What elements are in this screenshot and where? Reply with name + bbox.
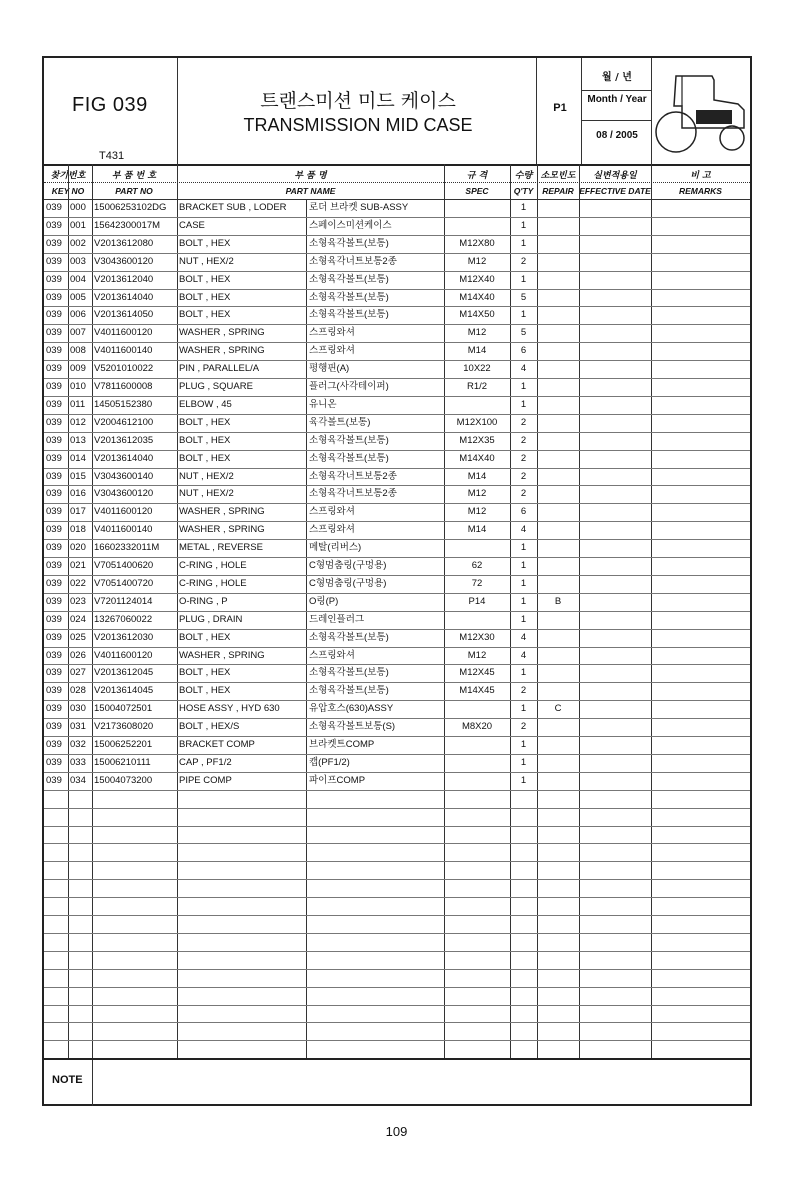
col-spec-korean: 규 격: [466, 171, 488, 181]
row-divider: [44, 664, 750, 665]
row-divider: [44, 468, 750, 469]
cell-key-no: 012: [70, 416, 86, 428]
cell-part-no: V2173608020: [94, 721, 154, 733]
row-divider: [44, 235, 750, 236]
cell-part-name-en: ELBOW , 45: [179, 398, 232, 410]
cell-fig: 039: [46, 631, 62, 643]
cell-part-name-ko: C형멈춤링(구멍용): [309, 577, 387, 589]
cell-part-name-ko: 스프링와셔: [309, 649, 355, 661]
cell-part-no: 15006252201: [94, 739, 153, 750]
cell-part-name-en: PIN , PARALLEL/A: [179, 363, 260, 375]
cell-part-name-ko: 스프링와셔: [309, 327, 355, 339]
figure-number: FIG 039: [72, 94, 148, 116]
cell-key-no: 008: [70, 345, 86, 357]
cell-fig: 039: [46, 685, 62, 697]
cell-qty: 2: [520, 434, 527, 446]
cell-part-name-en: NUT , HEX/2: [179, 488, 234, 500]
cell-part-name-ko: 소형육각볼트(보통): [309, 631, 389, 643]
cell-key-no: 009: [70, 363, 86, 375]
cell-part-name-en: BRACKET COMP: [179, 739, 255, 750]
cell-qty: 1: [520, 202, 527, 213]
model-code: T431: [99, 150, 125, 162]
cell-spec: M12X30: [459, 631, 495, 643]
cell-key-no: 006: [70, 309, 86, 321]
cell-fig: 039: [46, 488, 62, 500]
cell-part-no: V7051400620: [94, 560, 154, 571]
cell-fig: 039: [46, 649, 62, 661]
cell-part-name-ko: 브라켓트COMP: [309, 739, 375, 750]
cell-repair: C: [554, 703, 562, 715]
cell-spec: 72: [471, 577, 483, 589]
row-divider: [44, 772, 750, 773]
cell-spec: M12: [467, 488, 487, 500]
row-divider: [44, 342, 750, 343]
cell-part-name-ko: O링(P): [309, 595, 339, 607]
cell-part-name-en: C-RING , HOLE: [179, 577, 247, 589]
row-divider: [44, 432, 750, 433]
row-divider: [44, 1005, 750, 1006]
cell-spec: M12X80: [459, 237, 495, 249]
cell-part-name-ko: 스프링와셔: [309, 524, 355, 536]
col-effective-english: EFFECTIVE DATE: [579, 186, 651, 196]
cell-part-name-ko: 소형육각볼트(보통): [309, 667, 389, 679]
tractor-icon: [652, 66, 750, 158]
cell-fig: 039: [46, 416, 62, 428]
cell-spec: M12X40: [459, 273, 495, 285]
cell-part-no: V7201124014: [94, 595, 153, 607]
cell-key-no: 033: [70, 756, 86, 768]
cell-fig: 039: [46, 381, 62, 392]
cell-qty: 1: [520, 756, 527, 768]
row-divider: [44, 575, 750, 576]
cell-fig: 039: [46, 595, 62, 607]
cell-spec: R1/2: [466, 381, 488, 392]
cell-part-name-en: PLUG , SQUARE: [179, 381, 253, 392]
cell-spec: M12X100: [456, 416, 498, 428]
col-spec-english: SPEC: [465, 186, 489, 196]
row-divider: [44, 897, 750, 898]
row-divider: [44, 450, 750, 451]
cell-key-no: 027: [70, 667, 86, 679]
cell-qty: 2: [520, 452, 527, 464]
cell-part-name-ko: 파이프COMP: [309, 774, 366, 786]
cell-part-no: V2004612100: [94, 416, 154, 428]
row-divider: [44, 700, 750, 701]
cell-part-name-en: WASHER , SPRING: [179, 649, 265, 661]
cell-part-name-en: BOLT , HEX: [179, 291, 231, 303]
row-divider: [44, 969, 750, 970]
col-key-english: KEY NO: [51, 186, 85, 196]
cell-key-no: 015: [70, 470, 86, 482]
cell-part-no: V3043600120: [94, 488, 154, 500]
cell-qty: 5: [520, 327, 527, 339]
row-divider: [44, 1022, 750, 1023]
cell-qty: 1: [520, 309, 527, 321]
cell-part-name-en: METAL , REVERSE: [179, 542, 263, 554]
cell-key-no: 018: [70, 524, 86, 536]
row-divider: [44, 521, 750, 522]
cell-fig: 039: [46, 739, 62, 750]
cell-qty: 1: [520, 577, 527, 589]
cell-qty: 2: [520, 255, 527, 267]
cell-part-name-en: PLUG , DRAIN: [179, 613, 243, 625]
col-name-korean: 부 품 명: [294, 171, 327, 181]
col-key-korean: 찾기번호: [50, 171, 86, 181]
cell-part-no: 15006253102DG: [94, 202, 167, 213]
cell-fig: 039: [46, 721, 62, 733]
cell-key-no: 014: [70, 452, 86, 464]
cell-fig: 039: [46, 560, 62, 571]
cell-fig: 039: [46, 255, 62, 267]
cell-part-name-en: BOLT , HEX: [179, 667, 231, 679]
cell-spec: M12X45: [459, 667, 495, 679]
cell-fig: 039: [46, 363, 62, 375]
cell-part-name-en: C-RING , HOLE: [179, 560, 247, 571]
cell-part-no: V2013612030: [94, 631, 154, 643]
cell-key-no: 003: [70, 255, 86, 267]
cell-spec: M14X50: [459, 309, 495, 321]
cell-fig: 039: [46, 667, 62, 679]
cell-key-no: 004: [70, 273, 86, 285]
cell-part-no: V7811600008: [94, 381, 153, 392]
row-divider: [44, 289, 750, 290]
col-remarks-korean: 비 고: [690, 171, 711, 181]
parts-list-frame: [42, 56, 752, 1106]
cell-part-no: V4011600140: [94, 524, 153, 536]
cell-spec: M12: [467, 506, 487, 518]
cell-part-no: V2013614040: [94, 452, 154, 464]
col-part-korean: 부 품 번 호: [111, 171, 157, 181]
cell-part-name-en: BOLT , HEX: [179, 416, 231, 428]
cell-qty: 1: [520, 381, 527, 392]
cell-part-name-ko: 유압호스(630)ASSY: [309, 703, 394, 715]
row-divider: [44, 629, 750, 630]
row-divider: [44, 861, 750, 862]
date-label-english: Month / Year: [587, 94, 647, 105]
cell-part-name-en: WASHER , SPRING: [179, 345, 265, 357]
cell-part-name-ko: 소형육각볼트(보통): [309, 291, 389, 303]
row-divider: [44, 826, 750, 827]
col-name-english: PART NAME: [285, 186, 336, 196]
cell-key-no: 007: [70, 327, 86, 339]
cell-qty: 2: [520, 470, 527, 482]
cell-spec: M14X45: [459, 685, 495, 697]
row-divider: [44, 253, 750, 254]
cell-key-no: 001: [70, 219, 86, 231]
cell-part-name-en: NUT , HEX/2: [179, 255, 234, 267]
col-repair-english: REPAIR: [542, 186, 574, 196]
cell-qty: 1: [520, 667, 527, 679]
cell-part-name-ko: 소형육각볼트보통(S): [309, 721, 396, 733]
cell-part-name-ko: 육각볼트(보통): [309, 416, 371, 428]
cell-key-no: 032: [70, 739, 86, 750]
cell-key-no: 023: [70, 595, 86, 607]
cell-qty: 1: [520, 739, 527, 750]
cell-qty: 6: [520, 345, 527, 357]
cell-spec: 10X22: [463, 363, 491, 375]
cell-part-name-ko: 소형육각볼트(보통): [309, 237, 389, 249]
cell-spec: M12: [467, 255, 487, 267]
cell-part-name-ko: 소형육각너트보통2종: [309, 488, 397, 500]
col-repair-korean: 소모빈도: [540, 171, 576, 181]
cell-key-no: 002: [70, 237, 86, 249]
cell-part-no: V4011600120: [94, 506, 153, 518]
cell-qty: 2: [520, 721, 527, 733]
cell-part-name-en: WASHER , SPRING: [179, 327, 265, 339]
cell-part-no: 15642300017M: [94, 219, 161, 231]
cell-part-name-ko: 소형육각볼트(보통): [309, 685, 389, 697]
cell-key-no: 031: [70, 721, 86, 733]
cell-part-no: 14505152380: [94, 398, 153, 410]
row-divider: [44, 217, 750, 218]
cell-part-no: V7051400720: [94, 577, 154, 589]
cell-qty: 2: [520, 416, 527, 428]
col-qty-english: Q'TY: [513, 186, 534, 196]
cell-part-name-en: BRACKET SUB , LODER: [179, 202, 287, 213]
date-label-korean: 월 / 년: [602, 72, 632, 83]
row-divider: [44, 396, 750, 397]
row-divider: [44, 915, 750, 916]
cell-key-no: 026: [70, 649, 86, 661]
cell-part-name-ko: 스프링와셔: [309, 506, 355, 518]
cell-part-no: V2013612035: [94, 434, 154, 446]
cell-part-name-en: BOLT , HEX: [179, 309, 231, 321]
cell-fig: 039: [46, 506, 62, 518]
cell-key-no: 010: [70, 381, 86, 392]
cell-part-name-en: CASE: [179, 219, 205, 231]
row-divider: [44, 271, 750, 272]
cell-spec: M8X20: [461, 721, 493, 733]
cell-part-name-en: BOLT , HEX: [179, 631, 231, 643]
cell-part-name-ko: C형멈춤링(구멍용): [309, 560, 387, 571]
cell-fig: 039: [46, 524, 62, 536]
cell-key-no: 017: [70, 506, 86, 518]
cell-part-name-en: CAP , PF1/2: [179, 756, 232, 768]
row-divider: [44, 611, 750, 612]
cell-key-no: 028: [70, 685, 86, 697]
row-divider: [44, 593, 750, 594]
cell-part-name-ko: 소형육각볼트(보통): [309, 309, 389, 321]
cell-qty: 1: [520, 237, 527, 249]
cell-part-no: V4011600140: [94, 345, 153, 357]
cell-qty: 1: [520, 273, 527, 285]
row-divider: [44, 718, 750, 719]
cell-key-no: 013: [70, 434, 86, 446]
cell-part-name-ko: 소형육각볼트(보통): [309, 273, 389, 285]
cell-fig: 039: [46, 703, 62, 715]
cell-qty: 1: [520, 595, 527, 607]
cell-key-no: 021: [70, 560, 86, 571]
cell-qty: 1: [520, 542, 527, 554]
cell-fig: 039: [46, 202, 62, 213]
cell-qty: 4: [520, 363, 527, 375]
row-divider: [44, 557, 750, 558]
cell-qty: 1: [520, 703, 527, 715]
cell-part-name-en: BOLT , HEX: [179, 685, 231, 697]
cell-part-name-en: BOLT , HEX: [179, 273, 231, 285]
cell-fig: 039: [46, 309, 62, 321]
col-remarks-english: REMARKS: [679, 186, 722, 196]
cell-part-name-ko: 로더 브라켓 SUB-ASSY: [309, 202, 409, 213]
cell-part-no: V2013612040: [94, 273, 154, 285]
cell-key-no: 005: [70, 291, 86, 303]
cell-part-name-en: BOLT , HEX: [179, 237, 231, 249]
row-divider: [44, 503, 750, 504]
row-divider: [44, 843, 750, 844]
cell-part-name-ko: 플러그(사각테이퍼): [309, 381, 389, 392]
cell-qty: 1: [520, 560, 527, 571]
cell-part-no: 16602332011M: [94, 542, 160, 554]
cell-key-no: 020: [70, 542, 86, 554]
cell-fig: 039: [46, 291, 62, 303]
cell-repair: B: [554, 595, 562, 607]
cell-qty: 1: [520, 613, 527, 625]
cell-part-no: V2013612080: [94, 237, 154, 249]
row-divider: [44, 754, 750, 755]
cell-part-no: 15004072501: [94, 703, 153, 715]
row-divider: [44, 879, 750, 880]
cell-qty: 1: [520, 774, 527, 786]
cell-part-name-en: WASHER , SPRING: [179, 506, 265, 518]
cell-part-no: V3043600120: [94, 255, 154, 267]
cell-spec: M14: [467, 524, 487, 536]
cell-fig: 039: [46, 613, 62, 625]
row-divider: [44, 485, 750, 486]
cell-part-name-ko: 스페이스미션케이스: [309, 219, 392, 231]
cell-part-no: V4011600120: [94, 649, 153, 661]
cell-part-name-ko: 소형육각너트보통2종: [309, 255, 397, 267]
cell-part-name-en: PIPE COMP: [179, 774, 232, 786]
cell-qty: 1: [520, 398, 527, 410]
title-korean: 트랜스미션 미드 케이스: [260, 90, 456, 112]
cell-part-name-ko: 유니온: [309, 398, 337, 410]
cell-fig: 039: [46, 345, 62, 357]
cell-fig: 039: [46, 774, 62, 786]
cell-part-name-ko: 평행핀(A): [309, 363, 350, 375]
row-divider: [44, 306, 750, 307]
cell-part-no: V5201010022: [94, 363, 154, 375]
cell-part-name-ko: 소형육각너트보통2종: [309, 470, 397, 482]
cell-part-name-en: O-RING , P: [179, 595, 228, 607]
page-number: 109: [385, 1124, 408, 1139]
cell-fig: 039: [46, 273, 62, 285]
cell-key-no: 024: [70, 613, 86, 625]
cell-spec: P14: [468, 595, 486, 607]
cell-part-name-ko: 드레인플러그: [309, 613, 365, 625]
cell-qty: 6: [520, 506, 527, 518]
cell-part-no: V2013614050: [94, 309, 154, 321]
cell-qty: 2: [520, 488, 527, 500]
cell-fig: 039: [46, 452, 62, 464]
row-divider: [44, 808, 750, 809]
cell-spec: M14X40: [459, 291, 495, 303]
cell-fig: 039: [46, 398, 62, 410]
cell-fig: 039: [46, 434, 62, 446]
note-label: NOTE: [52, 1074, 83, 1086]
cell-key-no: 011: [70, 398, 86, 410]
cell-part-name-en: HOSE ASSY , HYD 630: [179, 703, 280, 715]
cell-part-name-en: BOLT , HEX/S: [179, 721, 240, 733]
cell-part-name-ko: 메탈(리버스): [309, 542, 362, 554]
cell-fig: 039: [46, 470, 62, 482]
cell-fig: 039: [46, 542, 62, 554]
row-divider: [44, 736, 750, 737]
cell-spec: M14: [467, 470, 487, 482]
cell-qty: 5: [520, 291, 527, 303]
cell-part-no: 15004073200: [94, 774, 153, 786]
col-qty-korean: 수량: [514, 171, 533, 181]
page-reference: P1: [553, 102, 567, 114]
cell-key-no: 022: [70, 577, 86, 589]
cell-part-name-en: BOLT , HEX: [179, 434, 231, 446]
date-value: 08 / 2005: [596, 130, 638, 141]
col-effective-korean: 실변적용일: [593, 171, 637, 181]
cell-part-no: V2013614040: [94, 291, 154, 303]
title-english: TRANSMISSION MID CASE: [243, 115, 473, 135]
cell-part-name-ko: 캡(PF1/2): [309, 756, 350, 768]
row-divider: [44, 790, 750, 791]
cell-spec: M14X40: [459, 452, 495, 464]
cell-part-name-en: NUT , HEX/2: [179, 470, 234, 482]
cell-key-no: 016: [70, 488, 86, 500]
row-divider: [44, 414, 750, 415]
cell-spec: M14: [467, 345, 487, 357]
cell-part-name-en: BOLT , HEX: [179, 452, 231, 464]
row-divider: [44, 324, 750, 325]
cell-part-no: V2013614045: [94, 685, 154, 697]
row-divider: [44, 647, 750, 648]
row-divider: [44, 539, 750, 540]
cell-spec: M12X35: [459, 434, 495, 446]
row-divider: [44, 682, 750, 683]
row-divider: [44, 987, 750, 988]
cell-qty: 4: [520, 524, 527, 536]
cell-spec: M12: [467, 649, 487, 661]
cell-part-name-en: WASHER , SPRING: [179, 524, 265, 536]
cell-qty: 4: [520, 649, 527, 661]
cell-key-no: 034: [70, 774, 86, 786]
cell-part-no: V2013612045: [94, 667, 154, 679]
cell-qty: 1: [520, 219, 527, 231]
cell-part-no: V3043600140: [94, 470, 154, 482]
row-divider: [44, 360, 750, 361]
cell-fig: 039: [46, 219, 62, 231]
row-divider: [44, 951, 750, 952]
cell-qty: 2: [520, 685, 527, 697]
cell-part-name-ko: 스프링와셔: [309, 345, 355, 357]
cell-fig: 039: [46, 577, 62, 589]
cell-part-no: 15006210111: [94, 756, 151, 768]
col-part-english: PART NO: [115, 186, 153, 196]
cell-spec: 62: [471, 560, 483, 571]
cell-spec: M12: [467, 327, 487, 339]
cell-fig: 039: [46, 756, 62, 768]
cell-key-no: 000: [70, 202, 86, 213]
cell-part-no: V4011600120: [94, 327, 153, 339]
row-divider: [44, 933, 750, 934]
row-divider: [44, 1040, 750, 1041]
cell-part-name-ko: 소형육각볼트(보통): [309, 434, 389, 446]
cell-fig: 039: [46, 237, 62, 249]
cell-key-no: 030: [70, 703, 86, 715]
cell-qty: 4: [520, 631, 527, 643]
cell-part-no: 13267060022: [94, 613, 153, 625]
row-divider: [44, 378, 750, 379]
cell-fig: 039: [46, 327, 62, 339]
cell-key-no: 025: [70, 631, 86, 643]
cell-part-name-ko: 소형육각볼트(보통): [309, 452, 389, 464]
